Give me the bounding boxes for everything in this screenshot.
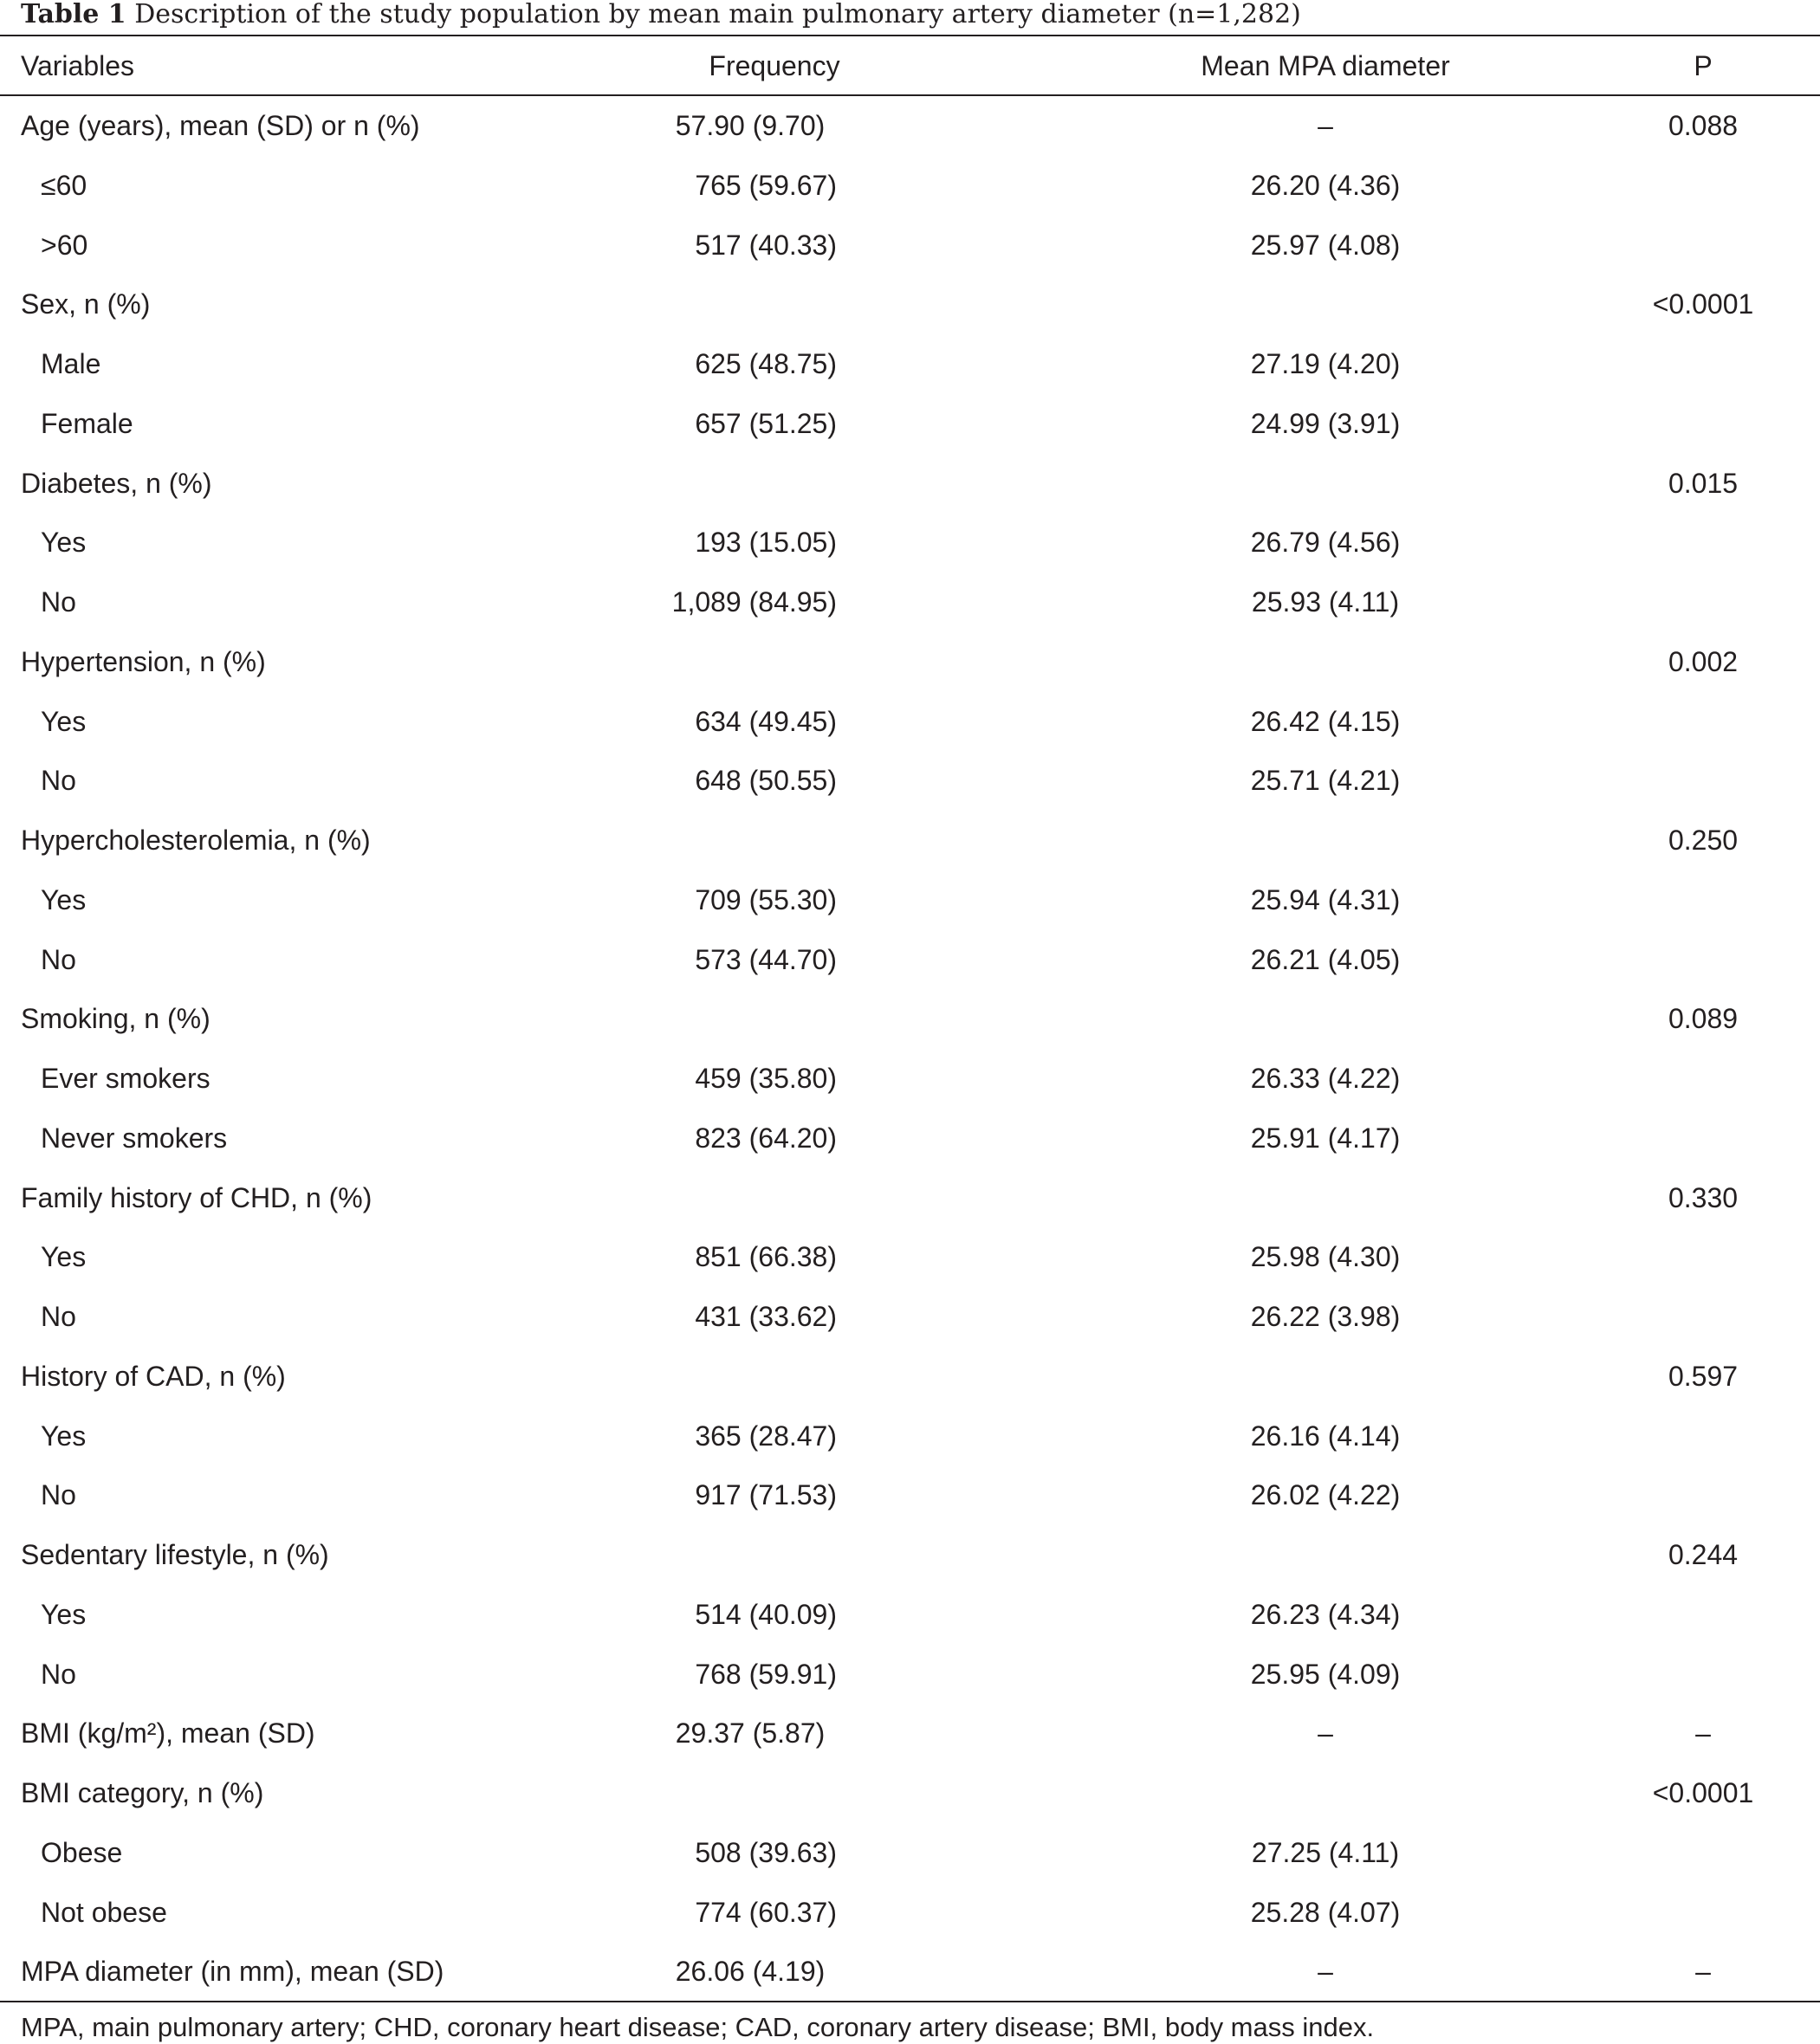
row-sublabel: No xyxy=(41,1659,76,1690)
row-mean-mpa: 25.97 (4.08) xyxy=(1250,230,1401,261)
row-mean-mpa: 26.20 (4.36) xyxy=(1250,170,1401,201)
row-mean-mpa: 27.19 (4.20) xyxy=(1250,348,1401,379)
row-p-value: 0.250 xyxy=(1668,825,1739,856)
row-p-value: 0.330 xyxy=(1668,1182,1739,1213)
row-mean-mpa: 25.93 (4.11) xyxy=(1251,586,1400,618)
row-sublabel: Yes xyxy=(41,1241,87,1272)
row-sublabel: Obese xyxy=(41,1837,123,1868)
row-p-value: 0.244 xyxy=(1668,1539,1739,1570)
row-frequency: 625 (48.75) xyxy=(695,348,837,379)
row-frequency: 634 (49.45) xyxy=(695,706,837,737)
row-p-value: – xyxy=(1695,1717,1711,1749)
row-label: Sedentary lifestyle, n (%) xyxy=(21,1539,329,1570)
row-mean-mpa: 26.21 (4.05) xyxy=(1250,944,1401,975)
header-variables: Variables xyxy=(21,50,135,81)
row-sublabel: ≤60 xyxy=(41,170,87,201)
row-frequency: 514 (40.09) xyxy=(695,1599,837,1630)
row-frequency: 26.06 (4.19) xyxy=(675,1956,826,1987)
row-frequency: 365 (28.47) xyxy=(695,1420,837,1452)
row-frequency: 709 (55.30) xyxy=(695,884,837,915)
row-mean-mpa: 24.99 (3.91) xyxy=(1250,408,1401,439)
row-p-value: <0.0001 xyxy=(1652,1777,1754,1808)
header-p: P xyxy=(1694,50,1713,81)
row-sublabel: Ever smokers xyxy=(41,1063,210,1094)
row-frequency: 431 (33.62) xyxy=(695,1301,837,1332)
row-label: Hypertension, n (%) xyxy=(21,646,266,677)
row-frequency: 774 (60.37) xyxy=(695,1897,837,1928)
row-mean-mpa: 26.02 (4.22) xyxy=(1250,1479,1401,1510)
row-label: BMI (kg/m²), mean (SD) xyxy=(21,1717,315,1749)
row-mean-mpa: – xyxy=(1318,1717,1333,1749)
row-mean-mpa: 25.91 (4.17) xyxy=(1250,1122,1401,1154)
row-frequency: 193 (15.05) xyxy=(695,527,837,558)
row-p-value: 0.089 xyxy=(1668,1003,1739,1034)
row-frequency: 1,089 (84.95) xyxy=(671,586,837,618)
row-frequency: 765 (59.67) xyxy=(695,170,837,201)
table-header-rule xyxy=(0,94,1820,96)
row-mean-mpa: 26.22 (3.98) xyxy=(1250,1301,1401,1332)
row-label: Age (years), mean (SD) or n (%) xyxy=(21,110,420,141)
row-label: Hypercholesterolemia, n (%) xyxy=(21,825,371,856)
row-sublabel: Yes xyxy=(41,527,87,558)
row-p-value: <0.0001 xyxy=(1652,288,1754,320)
row-label: Family history of CHD, n (%) xyxy=(21,1182,372,1213)
row-frequency: 573 (44.70) xyxy=(695,944,837,975)
row-label: BMI category, n (%) xyxy=(21,1777,264,1808)
table-caption xyxy=(21,0,1301,33)
row-sublabel: Never smokers xyxy=(41,1122,228,1154)
header-mean-mpa-diameter: Mean MPA diameter xyxy=(1201,50,1450,81)
row-label: Diabetes, n (%) xyxy=(21,468,212,499)
row-label: MPA diameter (in mm), mean (SD) xyxy=(21,1956,444,1987)
row-mean-mpa: 25.94 (4.31) xyxy=(1250,884,1401,915)
row-sublabel: Female xyxy=(41,408,133,439)
row-frequency: 459 (35.80) xyxy=(695,1063,837,1094)
row-mean-mpa: – xyxy=(1318,110,1333,141)
row-mean-mpa: 25.98 (4.30) xyxy=(1250,1241,1401,1272)
row-sublabel: Not obese xyxy=(41,1897,167,1928)
row-mean-mpa: 25.71 (4.21) xyxy=(1250,765,1401,796)
table-footnote: MPA, main pulmonary artery; CHD, coronary heart disease; CAD, coronary artery disease; BMI, body mass index. xyxy=(21,2012,1375,2042)
row-sublabel: >60 xyxy=(41,230,88,261)
row-p-value: 0.015 xyxy=(1668,468,1739,499)
row-p-value: – xyxy=(1695,1956,1711,1987)
row-frequency: 648 (50.55) xyxy=(695,765,837,796)
row-mean-mpa: – xyxy=(1318,1956,1333,1987)
row-label: Sex, n (%) xyxy=(21,288,151,320)
row-sublabel: No xyxy=(41,944,76,975)
row-frequency: 29.37 (5.87) xyxy=(675,1717,826,1749)
row-sublabel: No xyxy=(41,586,76,618)
row-mean-mpa: 26.23 (4.34) xyxy=(1250,1599,1401,1630)
row-sublabel: No xyxy=(41,765,76,796)
row-label: History of CAD, n (%) xyxy=(21,1361,286,1392)
row-p-value: 0.597 xyxy=(1668,1361,1739,1392)
row-frequency: 917 (71.53) xyxy=(695,1479,837,1510)
row-frequency: 823 (64.20) xyxy=(695,1122,837,1154)
table-top-rule xyxy=(0,35,1820,36)
table-caption-label: Table 1 xyxy=(21,0,126,29)
row-sublabel: No xyxy=(41,1479,76,1510)
row-frequency: 851 (66.38) xyxy=(695,1241,837,1272)
row-frequency: 768 (59.91) xyxy=(695,1659,837,1690)
row-mean-mpa: 27.25 (4.11) xyxy=(1251,1837,1400,1868)
row-mean-mpa: 26.33 (4.22) xyxy=(1250,1063,1401,1094)
table-caption-text: Description of the study population by mean main pulmonary artery diameter (n=1,282) xyxy=(134,0,1301,29)
row-mean-mpa: 26.79 (4.56) xyxy=(1250,527,1401,558)
table-bottom-rule xyxy=(0,2001,1820,2002)
header-frequency: Frequency xyxy=(709,50,840,81)
row-frequency: 517 (40.33) xyxy=(695,230,837,261)
row-sublabel: No xyxy=(41,1301,76,1332)
row-sublabel: Yes xyxy=(41,706,87,737)
row-p-value: 0.088 xyxy=(1668,110,1739,141)
row-mean-mpa: 26.16 (4.14) xyxy=(1250,1420,1401,1452)
row-sublabel: Male xyxy=(41,348,101,379)
row-frequency: 57.90 (9.70) xyxy=(675,110,826,141)
row-mean-mpa: 25.95 (4.09) xyxy=(1250,1659,1401,1690)
row-label: Smoking, n (%) xyxy=(21,1003,210,1034)
row-sublabel: Yes xyxy=(41,884,87,915)
row-frequency: 508 (39.63) xyxy=(695,1837,837,1868)
row-mean-mpa: 25.28 (4.07) xyxy=(1250,1897,1401,1928)
row-mean-mpa: 26.42 (4.15) xyxy=(1250,706,1401,737)
row-sublabel: Yes xyxy=(41,1420,87,1452)
row-p-value: 0.002 xyxy=(1668,646,1739,677)
row-frequency: 657 (51.25) xyxy=(695,408,837,439)
row-sublabel: Yes xyxy=(41,1599,87,1630)
